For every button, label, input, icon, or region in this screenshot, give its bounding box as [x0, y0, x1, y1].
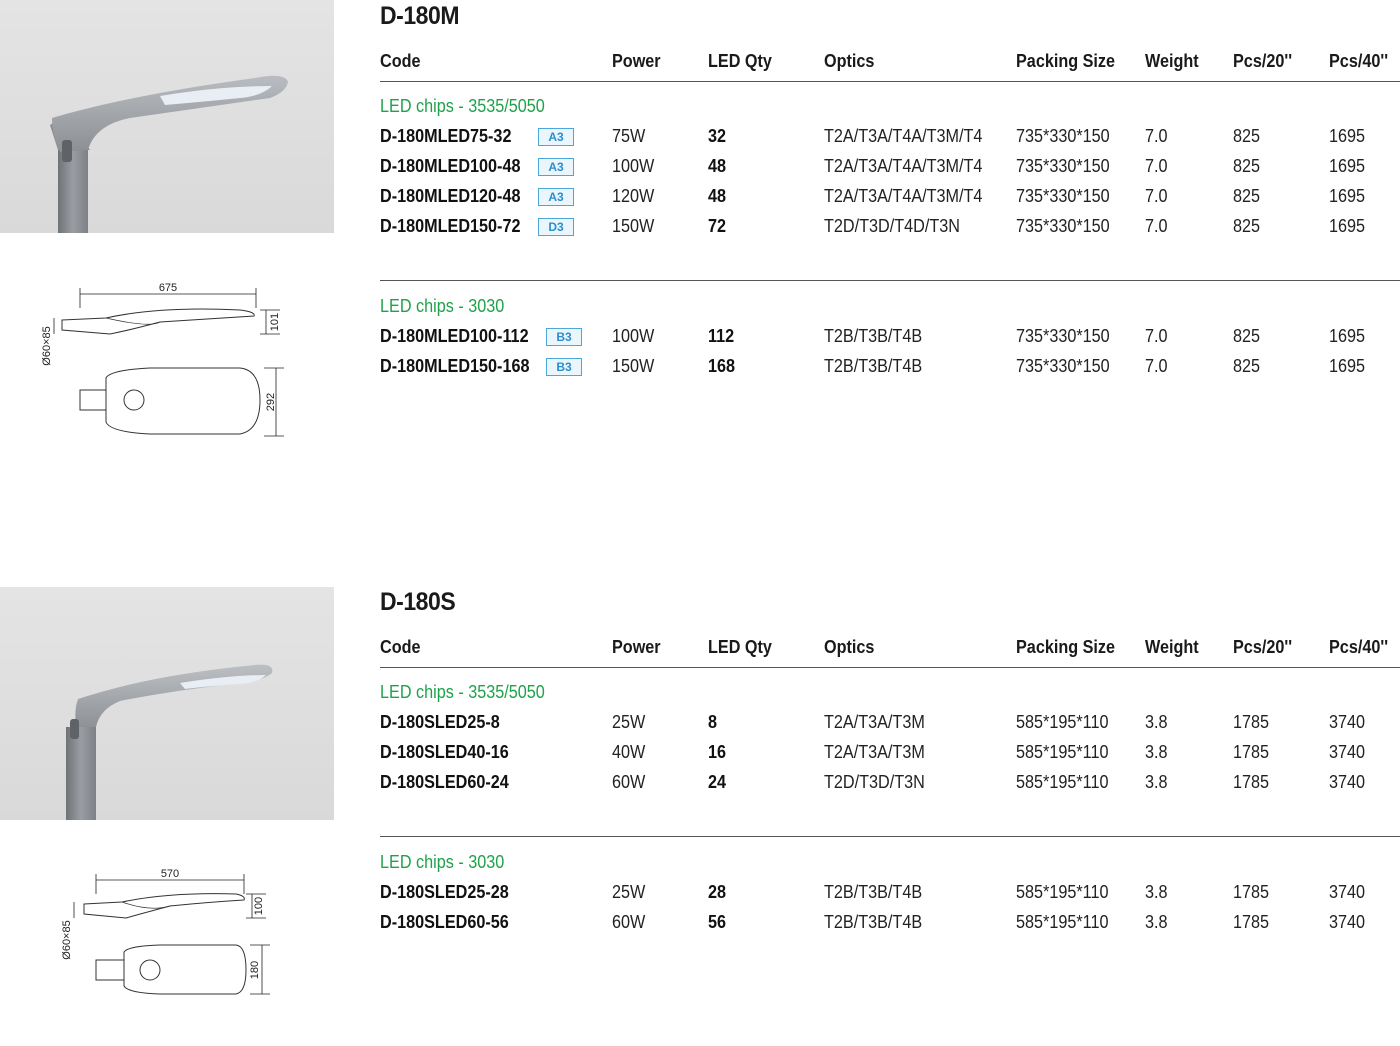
cell-power: 60W	[612, 772, 646, 792]
col-weight: Weight	[1145, 51, 1199, 71]
cell-packing: 585*195*110	[1016, 772, 1109, 792]
cell-power: 25W	[612, 712, 646, 732]
cell-pcs40: 1695	[1329, 216, 1366, 236]
cell-optics: T2A/T3A/T3M	[824, 712, 925, 732]
cell-code: D-180MLED150-72	[380, 216, 521, 236]
cell-code: D-180MLED100-48	[380, 156, 521, 176]
cell-pcs20: 1785	[1233, 912, 1270, 932]
cell-led-qty: 48	[708, 186, 727, 206]
cell-pcs40: 1695	[1329, 156, 1366, 176]
optic-badge: D3	[538, 218, 574, 236]
col-optics: Optics	[824, 51, 875, 71]
cell-optics: T2D/T3D/T4D/T3N	[824, 216, 960, 236]
cell-pcs40: 3740	[1329, 772, 1366, 792]
group-label: LED chips - 3030	[380, 296, 505, 316]
dimension-drawing-d180m	[40, 278, 300, 448]
cell-packing: 735*330*150	[1016, 156, 1110, 176]
cell-packing: 735*330*150	[1016, 186, 1110, 206]
cell-code: D-180SLED25-8	[380, 712, 500, 732]
cell-packing: 585*195*110	[1016, 712, 1109, 732]
cell-led-qty: 112	[708, 326, 735, 346]
cell-optics: T2D/T3D/T3N	[824, 772, 925, 792]
cell-power: 40W	[612, 742, 646, 762]
pole-dimension: Ø60×85	[41, 326, 53, 366]
col-led-qty: LED Qty	[708, 51, 772, 71]
cell-pcs20: 1785	[1233, 882, 1270, 902]
cell-pcs20: 825	[1233, 156, 1261, 176]
pole-dimension: Ø60×85	[61, 920, 73, 960]
cell-weight: 7.0	[1145, 186, 1168, 206]
cell-packing: 585*195*110	[1016, 912, 1109, 932]
cell-power: 100W	[612, 326, 655, 346]
cell-led-qty: 16	[708, 742, 727, 762]
cell-weight: 3.8	[1145, 882, 1168, 902]
street-light-image	[0, 587, 334, 820]
height-dimension: 100	[253, 896, 265, 916]
cell-optics: T2A/T3A/T4A/T3M/T4	[824, 126, 983, 146]
cell-pcs20: 825	[1233, 326, 1261, 346]
cell-weight: 3.8	[1145, 712, 1168, 732]
cell-pcs40: 3740	[1329, 882, 1366, 902]
col-code: Code	[380, 51, 421, 71]
optic-badge: B3	[546, 328, 582, 346]
cell-pcs20: 1785	[1233, 742, 1270, 762]
cell-optics: T2B/T3B/T4B	[824, 356, 923, 376]
cell-led-qty: 56	[708, 912, 727, 932]
cell-pcs20: 825	[1233, 356, 1261, 376]
col-code: Code	[380, 637, 421, 657]
product-photo-d180m	[0, 0, 334, 233]
dimension-drawing-d180s	[40, 864, 300, 1004]
section-title: D-180S	[380, 588, 456, 616]
cell-code: D-180SLED40-16	[380, 742, 509, 762]
cell-pcs20: 1785	[1233, 712, 1270, 732]
cell-led-qty: 32	[708, 126, 727, 146]
cell-packing: 735*330*150	[1016, 216, 1110, 236]
cell-packing: 585*195*110	[1016, 882, 1109, 902]
cell-led-qty: 8	[708, 712, 718, 732]
cell-power: 25W	[612, 882, 646, 902]
col-led-qty: LED Qty	[708, 637, 772, 657]
optic-badge: B3	[546, 358, 582, 376]
cell-packing: 735*330*150	[1016, 326, 1110, 346]
col-pcs20: Pcs/20''	[1233, 637, 1293, 657]
group-label: LED chips - 3535/5050	[380, 96, 545, 116]
col-weight: Weight	[1145, 637, 1199, 657]
col-packing-size: Packing Size	[1016, 637, 1116, 657]
product-photo-d180s	[0, 587, 334, 820]
col-pcs40: Pcs/40''	[1329, 637, 1389, 657]
cell-packing: 735*330*150	[1016, 126, 1110, 146]
cell-weight: 3.8	[1145, 912, 1168, 932]
cell-packing: 585*195*110	[1016, 742, 1109, 762]
cell-pcs20: 825	[1233, 186, 1261, 206]
cell-weight: 7.0	[1145, 326, 1168, 346]
group-label: LED chips - 3030	[380, 852, 505, 872]
cell-power: 100W	[612, 156, 655, 176]
optic-badge: A3	[538, 188, 574, 206]
col-power: Power	[612, 637, 661, 657]
col-packing-size: Packing Size	[1016, 51, 1116, 71]
cell-led-qty: 28	[708, 882, 727, 902]
cell-pcs40: 1695	[1329, 126, 1366, 146]
cell-led-qty: 48	[708, 156, 727, 176]
group-label: LED chips - 3535/5050	[380, 682, 545, 702]
cell-code: D-180MLED75-32	[380, 126, 512, 146]
cell-code: D-180SLED60-56	[380, 912, 509, 932]
length-dimension: 570	[160, 868, 180, 880]
col-pcs20: Pcs/20''	[1233, 51, 1293, 71]
cell-weight: 7.0	[1145, 126, 1168, 146]
col-power: Power	[612, 51, 661, 71]
cell-optics: T2A/T3A/T3M	[824, 742, 925, 762]
cell-power: 75W	[612, 126, 646, 146]
cell-pcs20: 1785	[1233, 772, 1270, 792]
height-dimension: 101	[269, 312, 281, 332]
cell-weight: 7.0	[1145, 156, 1168, 176]
cell-code: D-180MLED100-112	[380, 326, 529, 346]
width-dimension: 292	[265, 392, 277, 412]
cell-packing: 735*330*150	[1016, 356, 1110, 376]
cell-weight: 3.8	[1145, 742, 1168, 762]
cell-led-qty: 72	[708, 216, 727, 236]
cell-optics: T2B/T3B/T4B	[824, 326, 923, 346]
length-dimension: 675	[158, 282, 178, 294]
cell-pcs40: 1695	[1329, 356, 1366, 376]
group-divider	[380, 280, 1400, 281]
cell-code: D-180SLED25-28	[380, 882, 509, 902]
cell-power: 150W	[612, 356, 655, 376]
cell-pcs20: 825	[1233, 216, 1261, 236]
cell-led-qty: 168	[708, 356, 736, 376]
cell-optics: T2B/T3B/T4B	[824, 912, 923, 932]
cell-power: 60W	[612, 912, 646, 932]
cell-pcs40: 1695	[1329, 186, 1366, 206]
cell-optics: T2B/T3B/T4B	[824, 882, 923, 902]
optic-badge: A3	[538, 128, 574, 146]
cell-code: D-180MLED120-48	[380, 186, 521, 206]
cell-pcs40: 1695	[1329, 326, 1366, 346]
cell-weight: 7.0	[1145, 216, 1168, 236]
street-light-image	[0, 0, 334, 233]
cell-pcs20: 825	[1233, 126, 1261, 146]
group-divider	[380, 836, 1400, 837]
cell-power: 120W	[612, 186, 655, 206]
width-dimension: 180	[249, 960, 261, 980]
header-divider	[380, 667, 1400, 668]
col-optics: Optics	[824, 637, 875, 657]
cell-code: D-180SLED60-24	[380, 772, 509, 792]
cell-weight: 3.8	[1145, 772, 1168, 792]
cell-led-qty: 24	[708, 772, 727, 792]
cell-optics: T2A/T3A/T4A/T3M/T4	[824, 186, 983, 206]
cell-code: D-180MLED150-168	[380, 356, 530, 376]
cell-pcs40: 3740	[1329, 712, 1366, 732]
cell-weight: 7.0	[1145, 356, 1168, 376]
section-title: D-180M	[380, 2, 460, 30]
cell-pcs40: 3740	[1329, 912, 1366, 932]
header-divider	[380, 81, 1400, 82]
optic-badge: A3	[538, 158, 574, 176]
cell-power: 150W	[612, 216, 655, 236]
cell-optics: T2A/T3A/T4A/T3M/T4	[824, 156, 983, 176]
cell-pcs40: 3740	[1329, 742, 1366, 762]
col-pcs40: Pcs/40''	[1329, 51, 1389, 71]
